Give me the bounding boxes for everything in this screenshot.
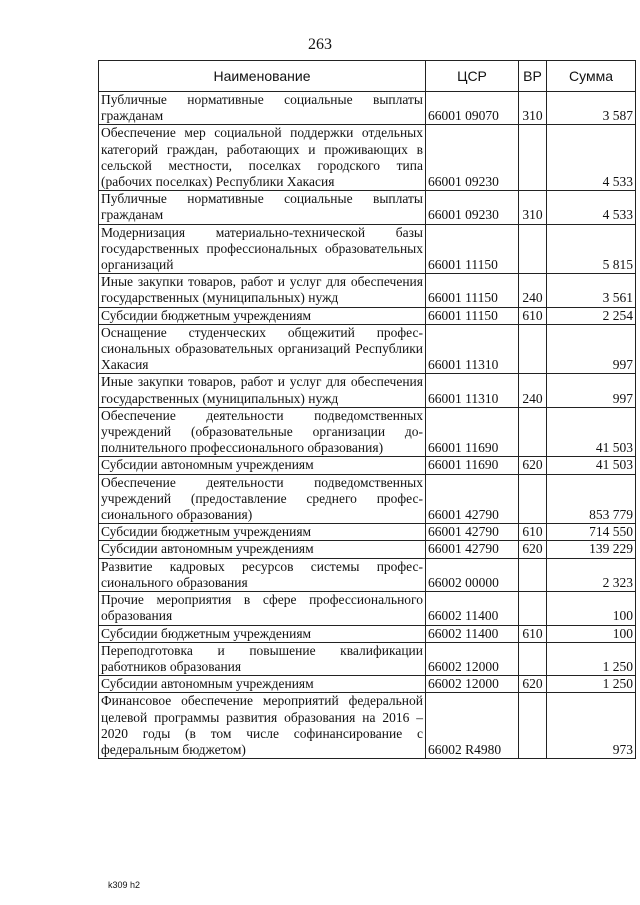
- cell-sum: 3 561: [547, 274, 636, 307]
- cell-csr: 66001 11690: [426, 407, 519, 457]
- cell-name: Финансовое обеспечение мероприятий федеральной целевой программы развития образования на 2016 – 2020 годы (в том числе софинансирование с федеральным бюджетом): [99, 693, 426, 759]
- cell-csr: 66001 09230: [426, 125, 519, 191]
- header-vr: ВР: [519, 61, 547, 92]
- header-sum: Сумма: [547, 61, 636, 92]
- cell-name: Иные закупки товаров, работ и услуг для обеспечения государственных (муниципальных) нужд: [99, 274, 426, 307]
- table-row: [99, 457, 636, 474]
- cell-name: Переподготовка и повышение квалификации работников образования: [99, 642, 426, 675]
- cell-name: Субсидии автономным учреждениям: [99, 541, 426, 558]
- cell-sum: 41 503: [547, 457, 636, 474]
- cell-csr: 66002 12000: [426, 676, 519, 693]
- cell-vr: [519, 474, 547, 524]
- footer-code: k309 h2: [108, 880, 141, 890]
- cell-name: Обеспечение деятельности подведомственных учреждений (образовательные организации дополнительного профессионального образования): [99, 407, 426, 457]
- cell-name: Обеспечение деятельности подведомственных учреждений (предоставление среднего профессионального образования): [99, 474, 426, 524]
- cell-sum: 853 779: [547, 474, 636, 524]
- cell-sum: 997: [547, 324, 636, 374]
- cell-name: Оснащение студенческих общежитий профессиональных образовательных организаций Республики Хакасия: [99, 324, 426, 374]
- table-row: [99, 524, 636, 541]
- cell-vr: [519, 407, 547, 457]
- table-row: [99, 407, 636, 457]
- cell-csr: 66001 42790: [426, 541, 519, 558]
- table-row: [99, 474, 636, 524]
- cell-sum: 1 250: [547, 642, 636, 675]
- cell-sum: 4 533: [547, 191, 636, 224]
- cell-csr: 66001 42790: [426, 524, 519, 541]
- cell-name: Публичные нормативные социальные выплаты гражданам: [99, 92, 426, 125]
- cell-vr: 610: [519, 625, 547, 642]
- cell-csr: 66002 00000: [426, 558, 519, 591]
- table-row: [99, 191, 636, 224]
- cell-vr: 620: [519, 541, 547, 558]
- cell-vr: 610: [519, 307, 547, 324]
- cell-csr: 66001 11310: [426, 324, 519, 374]
- cell-csr: 66001 11310: [426, 374, 519, 407]
- cell-csr: 66001 42790: [426, 474, 519, 524]
- table-row: [99, 558, 636, 591]
- table-row: [99, 125, 636, 191]
- cell-vr: [519, 642, 547, 675]
- cell-sum: 41 503: [547, 407, 636, 457]
- cell-csr: 66002 R4980: [426, 693, 519, 759]
- cell-csr: 66002 11400: [426, 625, 519, 642]
- table-row: [99, 541, 636, 558]
- cell-csr: 66001 11150: [426, 307, 519, 324]
- table-row: [99, 224, 636, 274]
- table-row: [99, 274, 636, 307]
- table-row: [99, 92, 636, 125]
- cell-vr: 620: [519, 676, 547, 693]
- cell-name: Субсидии бюджетным учреждениям: [99, 524, 426, 541]
- cell-sum: 100: [547, 625, 636, 642]
- cell-name: Субсидии автономным учреждениям: [99, 676, 426, 693]
- cell-name: Субсидии автономным учреждениям: [99, 457, 426, 474]
- cell-csr: 66001 09230: [426, 191, 519, 224]
- cell-name: Публичные нормативные социальные выплаты гражданам: [99, 191, 426, 224]
- cell-name: Модернизация материально-технической базы государственных профессиональных образовательных организаций: [99, 224, 426, 274]
- table-row: [99, 693, 636, 759]
- cell-name: Субсидии бюджетным учреждениям: [99, 307, 426, 324]
- cell-name: Обеспечение мер социальной поддержки отдельных категорий граждан, работающих и проживающих в сельской местности, поселках городского типа (рабочих поселках) Республики Хакасия: [99, 125, 426, 191]
- cell-vr: 310: [519, 92, 547, 125]
- table-row: [99, 642, 636, 675]
- cell-sum: 3 587: [547, 92, 636, 125]
- cell-vr: [519, 324, 547, 374]
- page-number: 263: [308, 36, 332, 53]
- header-name: Наименование: [99, 61, 426, 92]
- table-header-row: [99, 61, 636, 92]
- cell-vr: 240: [519, 274, 547, 307]
- cell-vr: [519, 125, 547, 191]
- table-row: [99, 625, 636, 642]
- cell-sum: 2 254: [547, 307, 636, 324]
- cell-sum: 4 533: [547, 125, 636, 191]
- budget-table: [98, 60, 636, 759]
- cell-vr: [519, 693, 547, 759]
- table-row: [99, 592, 636, 625]
- cell-name: Развитие кадровых ресурсов системы профессионального образования: [99, 558, 426, 591]
- cell-sum: 1 250: [547, 676, 636, 693]
- cell-sum: 100: [547, 592, 636, 625]
- cell-vr: 240: [519, 374, 547, 407]
- table-row: [99, 676, 636, 693]
- cell-csr: 66001 11150: [426, 224, 519, 274]
- cell-csr: 66001 09070: [426, 92, 519, 125]
- cell-csr: 66001 11150: [426, 274, 519, 307]
- cell-name: Прочие мероприятия в сфере профессионального образования: [99, 592, 426, 625]
- cell-csr: 66001 11690: [426, 457, 519, 474]
- cell-sum: 973: [547, 693, 636, 759]
- cell-vr: [519, 558, 547, 591]
- cell-sum: 5 815: [547, 224, 636, 274]
- cell-vr: [519, 224, 547, 274]
- cell-sum: 714 550: [547, 524, 636, 541]
- cell-vr: 610: [519, 524, 547, 541]
- cell-vr: 310: [519, 191, 547, 224]
- table-row: [99, 324, 636, 374]
- cell-csr: 66002 12000: [426, 642, 519, 675]
- header-csr: ЦСР: [426, 61, 519, 92]
- table-row: [99, 307, 636, 324]
- table-row: [99, 374, 636, 407]
- cell-name: Субсидии бюджетным учреждениям: [99, 625, 426, 642]
- cell-vr: 620: [519, 457, 547, 474]
- cell-sum: 997: [547, 374, 636, 407]
- cell-vr: [519, 592, 547, 625]
- cell-csr: 66002 11400: [426, 592, 519, 625]
- cell-sum: 139 229: [547, 541, 636, 558]
- cell-name: Иные закупки товаров, работ и услуг для обеспечения государственных (муниципальных) нужд: [99, 374, 426, 407]
- cell-sum: 2 323: [547, 558, 636, 591]
